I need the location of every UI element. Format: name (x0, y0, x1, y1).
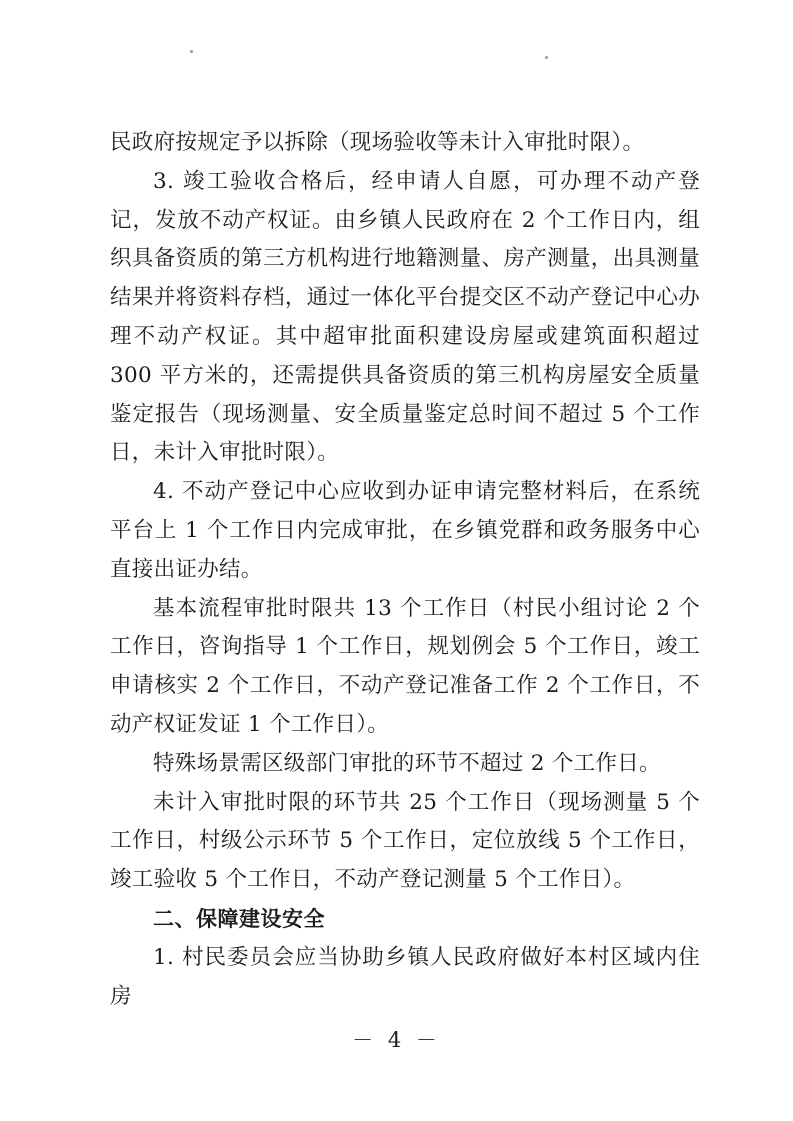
scan-speck (190, 50, 193, 53)
paragraph-excluded-steps: 未计入审批时限的环节共 25 个工作日（现场测量 5 个工作日，村级公示环节 5 个工作日，定位放线 5 个工作日，竣工验收 5 个工作日，不动产登记测量 5 个工作日）。 (110, 789, 700, 893)
page-number: － 4 － (352, 1028, 441, 1052)
paragraph-special-scenario: 特殊场景需区级部门审批的环节不超过 2 个工作日。 (153, 750, 661, 776)
paragraph-basic-process: 基本流程审批时限共 13 个工作日（村民小组讨论 2 个工作日，咨询指导 1 个工作日，规划例会 5 个工作日，竣工申请核实 2 个工作日，不动产登记准备工作 2 个工作日，不动产权证发证 1 个工作日）。 (110, 595, 700, 737)
paragraph-item-4: 4. 不动产登记中心应收到办证申请完整材料后，在系统平台上 1 个工作日内完成审批，在乡镇党群和政务服务中心直接出证办结。 (110, 479, 700, 582)
paragraph-item-1: 1. 村民委员会应当协助乡镇人民政府做好本村区域内住房 (110, 944, 700, 1009)
scan-speck (545, 56, 548, 59)
section-heading: 二、保障建设安全 (153, 906, 325, 931)
paragraph-item-3: 3. 竣工验收合格后，经申请人自愿，可办理不动产登记，发放不动产权证。由乡镇人民政府在 2 个工作日内，组织具备资质的第三方机构进行地籍测量、房产测量，出具测量结果并将资料存档，通过一体化平台提交区不动产登记中心办理不动产权证。其中超审批面积建设房屋或建筑面积超过 300 平方米的，还需提供具备资质的第三机构房屋安全质量鉴定报告（现场测量、安全质量鉴定总时间不超过 5 个工作日，未计入审批时限）。 (110, 168, 700, 466)
body-text (110, 124, 700, 1016)
paragraph-continuation: 民政府按规定予以拆除（现场验收等未计入审批时限）。 (110, 130, 645, 155)
